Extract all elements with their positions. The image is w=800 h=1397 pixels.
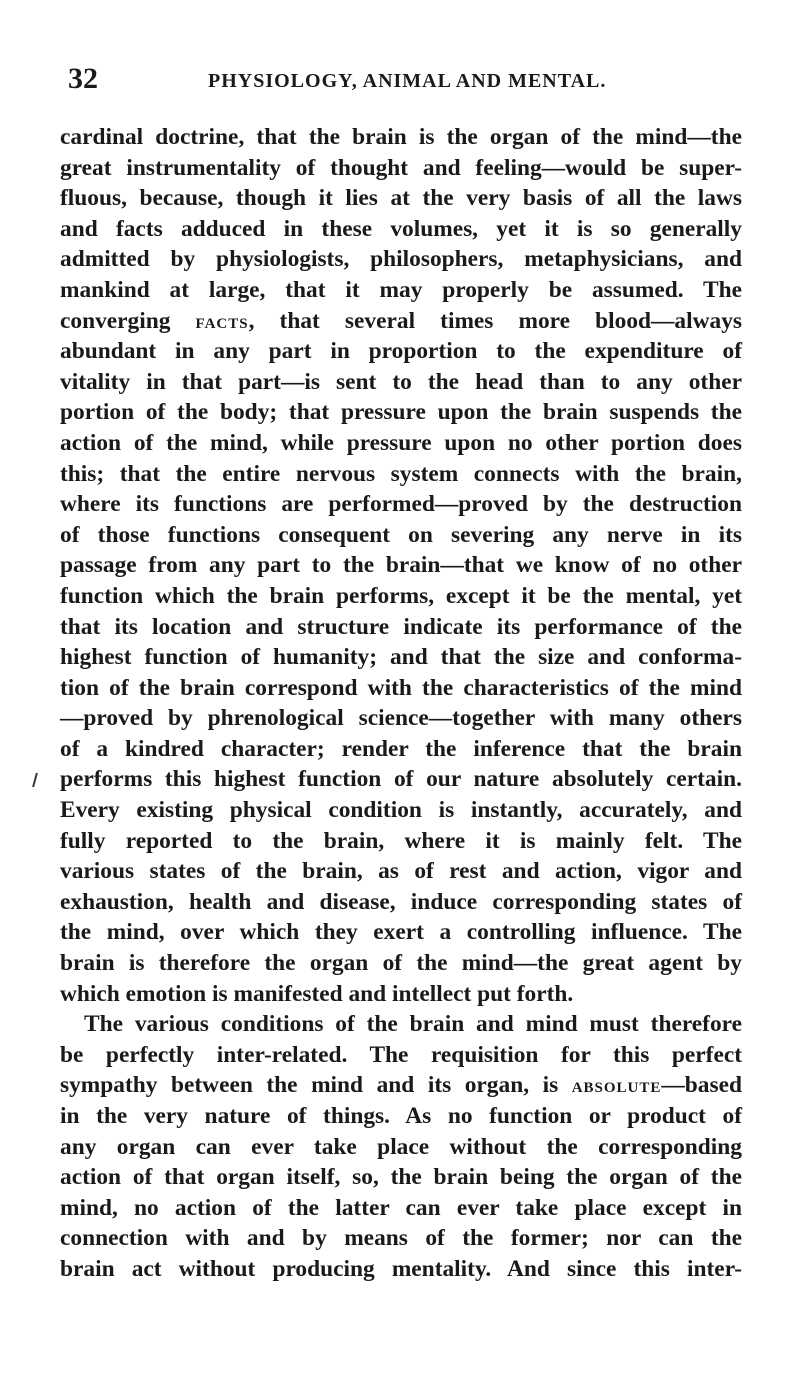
running-head: PHYSIOLOGY, ANIMAL AND MENTAL.: [208, 70, 607, 92]
text-line: this; that the entire nervous system connects with the brain,: [60, 460, 742, 487]
text-line: action of the mind, while pressure upon no other portion does: [60, 429, 742, 456]
text-line: that its location and structure indicate its performance of the: [60, 613, 742, 640]
page-number: 32: [68, 62, 98, 95]
text-line: admitted by physiologists, philosophers, metaphysicians, and: [60, 246, 742, 273]
text-segment: —based: [661, 1072, 742, 1099]
text-line: which emotion is manifested and intellect put forth.: [60, 980, 574, 1007]
text-line: brain act without producing mentality. And since this inter-: [60, 1255, 742, 1282]
body-text: [60, 122, 742, 1285]
text-line: abundant in any part in proportion to the expenditure of: [60, 338, 742, 365]
text-line: in the very nature of things. As no function or product of: [60, 1103, 742, 1129]
text-line: highest function of humanity; and that the size and conforma-: [60, 644, 742, 671]
text-line: [60, 306, 742, 337]
small-caps-term: absolute: [571, 1073, 662, 1098]
text-line: brain is therefore the organ of the mind—the great agent by: [60, 950, 742, 977]
small-caps-term: facts: [195, 308, 249, 333]
text-line: mind, no action of the latter can ever take place except in: [60, 1194, 742, 1221]
text-line: function which the brain performs, except it be the mental, yet: [60, 582, 742, 609]
text-line: The various conditions of the brain and mind must therefore: [84, 1011, 742, 1038]
text-line: vitality in that part—is sent to the head than to any other: [60, 368, 742, 395]
text-line: of those functions consequent on severing any nerve in its: [60, 521, 742, 548]
text-line: of a kindred character; render the inference that the brain: [60, 735, 742, 762]
text-line: cardinal doctrine, that the brain is the organ of the mind—the: [60, 124, 742, 150]
text-line: be perfectly inter-related. The requisition for this perfect: [60, 1041, 742, 1068]
text-line: any organ can ever take place without the corresponding: [60, 1133, 742, 1160]
text-line: great instrumentality of thought and feeling—would be super-: [60, 154, 742, 181]
text-segment: sympathy between the mind and its organ, is: [60, 1072, 572, 1099]
text-line: action of that organ itself, so, the brain being the organ of the: [60, 1164, 742, 1191]
margin-mark: [32, 773, 42, 787]
text-line: connection with and by means of the former; nor can the: [60, 1225, 742, 1252]
text-segment: , that several times more blood—always: [248, 307, 742, 334]
text-line: the mind, over which they exert a controlling influence. The: [60, 919, 742, 946]
text-line: mankind at large, that it may properly be assumed. The: [60, 276, 742, 303]
text-segment: converging: [60, 307, 196, 334]
text-line: exhaustion, health and disease, induce corresponding states of: [60, 888, 742, 915]
page-header: [68, 62, 748, 102]
text-line: [60, 1070, 742, 1101]
text-line: —proved by phrenological science—together with many others: [60, 705, 742, 732]
text-line: passage from any part to the brain—that we know of no other: [60, 552, 742, 579]
text-line: performs this highest function of our nature absolutely certain.: [60, 766, 742, 793]
text-line: Every existing physical condition is instantly, accurately, and: [60, 797, 742, 824]
text-line: fluous, because, though it lies at the very basis of all the laws: [60, 185, 742, 212]
text-line: tion of the brain correspond with the characteristics of the mind: [60, 674, 742, 701]
text-line: portion of the body; that pressure upon the brain suspends the: [60, 399, 742, 426]
text-line: fully reported to the brain, where it is mainly felt. The: [60, 827, 742, 854]
text-line: various states of the brain, as of rest and action, vigor and: [60, 858, 742, 885]
text-line: and facts adduced in these volumes, yet it is so generally: [60, 215, 742, 242]
text-line: where its functions are performed—proved by the destruction: [60, 491, 742, 518]
